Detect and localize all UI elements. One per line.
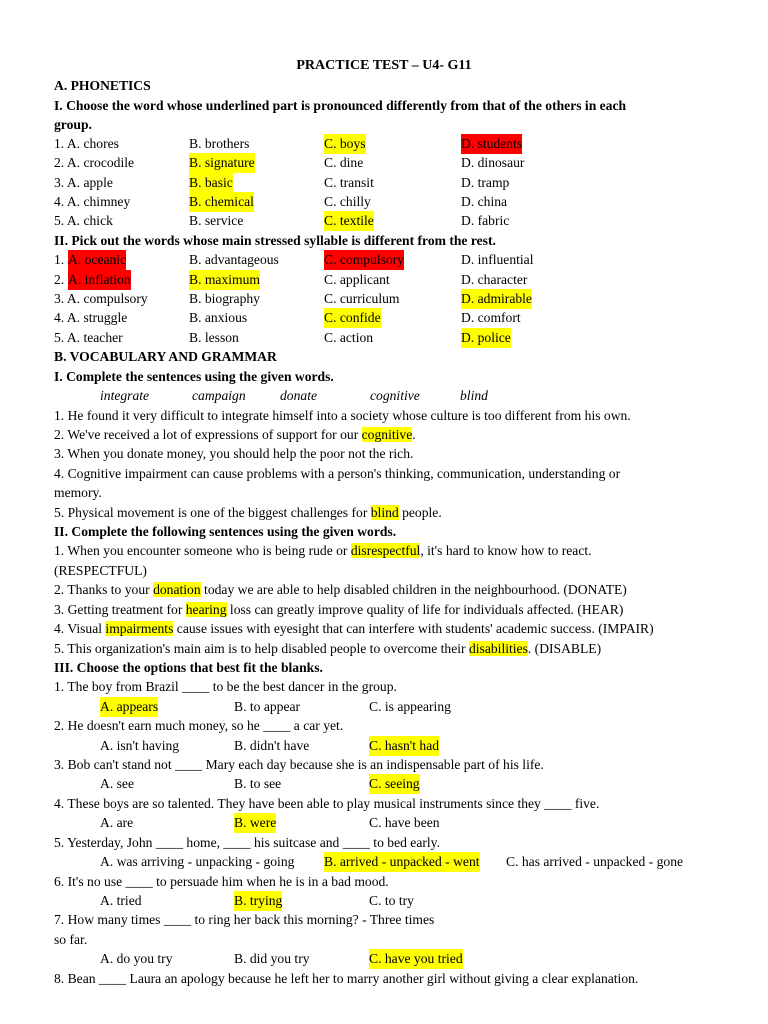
grammar-q7-stem-cont: so far. xyxy=(54,932,88,947)
stress-q3-row xyxy=(54,289,728,309)
sentence-text: 2. Thanks to your xyxy=(54,582,154,597)
option-d-answer: D. police xyxy=(461,328,511,348)
option-d: D. china xyxy=(461,194,508,209)
option-d: D. tramp xyxy=(461,175,510,190)
option-a: A. see xyxy=(100,776,134,791)
vocab-s4-cont: memory. xyxy=(54,485,102,500)
option-a-marked: A. oceanic xyxy=(68,250,126,270)
option-b: B. advantageous xyxy=(189,252,279,267)
word-bank-item: cognitive xyxy=(370,388,420,403)
option-a: 1. A. chores xyxy=(54,136,119,151)
option-c-answer: C. seeing xyxy=(369,774,420,794)
option-a: 5. A. chick xyxy=(54,213,113,228)
option-c-answer: C. confide xyxy=(324,308,381,328)
option-d: D. influential xyxy=(461,252,534,267)
grammar-q1-options xyxy=(54,697,728,717)
option-c: C. dine xyxy=(324,155,364,170)
grammar-q3-options xyxy=(54,774,728,794)
answer-highlight: donation xyxy=(153,582,201,597)
option-c: C. to try xyxy=(369,893,414,908)
option-b: B. brothers xyxy=(189,136,250,151)
sentence-text: , it's hard to know how to react. xyxy=(420,543,592,558)
option-d: D. character xyxy=(461,272,528,287)
section-b-heading: B. VOCABULARY AND GRAMMAR xyxy=(54,349,277,364)
page-title: PRACTICE TEST – U4- G11 xyxy=(296,58,472,73)
word-bank xyxy=(54,386,728,406)
option-c: C. chilly xyxy=(324,194,371,209)
phonetics-part2-instruction: II. Pick out the words whose main stressed syllable is different from the rest. xyxy=(54,233,496,248)
option-a-answer: A. appears xyxy=(100,697,158,717)
option-d: D. comfort xyxy=(461,310,521,325)
answer-highlight: hearing xyxy=(185,602,227,617)
phonetics-q1-row xyxy=(54,134,728,154)
sentence-text: 5. Physical movement is one of the biggest challenges for xyxy=(54,505,371,520)
option-c-answer: C. hasn't had xyxy=(369,736,439,756)
grammar-q2-stem: 2. He doesn't earn much money, so he ____ a car yet. xyxy=(54,718,344,733)
option-a: A. isn't having xyxy=(100,738,180,753)
option-d: D. fabric xyxy=(461,213,510,228)
option-b: B. to see xyxy=(234,776,282,791)
option-a: 3. A. apple xyxy=(54,175,113,190)
option-a: A. tried xyxy=(100,893,142,908)
vocab-part1-instruction: I. Complete the sentences using the given words. xyxy=(54,369,334,384)
option-b: B. biography xyxy=(189,291,260,306)
option-b-answer: B. maximum xyxy=(189,270,260,290)
phonetics-q4-row xyxy=(54,192,728,212)
option-a: 5. A. teacher xyxy=(54,330,123,345)
grammar-q7-stem: 7. How many times ____ to ring her back this morning? - Three times xyxy=(54,912,435,927)
option-b-answer: B. chemical xyxy=(189,192,254,212)
option-a: A. was arriving - unpacking - going xyxy=(100,854,295,869)
wordform-s4 xyxy=(54,619,728,639)
phonetics-q2-row xyxy=(54,153,728,173)
word-bank-item: campaign xyxy=(192,388,246,403)
phonetics-part1-instruction-cont: group. xyxy=(54,117,92,132)
answer-highlight: disrespectful xyxy=(350,543,421,558)
sentence-text: 4. Visual xyxy=(54,621,106,636)
sentence-text: 1. When you encounter someone who is being rude or xyxy=(54,543,351,558)
vocab-part2-instruction: II. Complete the following sentences using the given words. xyxy=(54,524,397,539)
sentence-text: . (DISABLE) xyxy=(527,641,602,656)
option-b: B. didn't have xyxy=(234,738,310,753)
grammar-q4-options xyxy=(54,813,728,833)
option-b: B. lesson xyxy=(189,330,239,345)
word-bank-item: donate xyxy=(280,388,317,403)
option-b-answer: B. were xyxy=(234,813,276,833)
answer-highlight: blind xyxy=(370,505,399,520)
grammar-q1-stem: 1. The boy from Brazil ____ to be the best dancer in the group. xyxy=(54,679,397,694)
sentence-text: 3. Getting treatment for xyxy=(54,602,186,617)
grammar-q3-stem: 3. Bob can't stand not ____ Mary each day because she is an indispensable part of his life. xyxy=(54,757,544,772)
section-a-heading: A. PHONETICS xyxy=(54,78,151,93)
option-d-answer: D. admirable xyxy=(461,289,532,309)
option-a: 2. A. crocodile xyxy=(54,155,135,170)
option-b-answer: B. signature xyxy=(189,153,255,173)
option-a: 4. A. chimney xyxy=(54,194,131,209)
vocab-s5 xyxy=(54,503,728,523)
sentence-text: 5. This organization's main aim is to help disabled people to overcome their xyxy=(54,641,469,656)
sentence-text: 2. We've received a lot of expressions of support for our xyxy=(54,427,362,442)
option-a: A. do you try xyxy=(100,951,173,966)
stress-q4-row xyxy=(54,308,728,328)
option-c: C. transit xyxy=(324,175,374,190)
option-b-answer: B. basic xyxy=(189,173,233,193)
stress-q5-row xyxy=(54,328,728,348)
grammar-q5-options xyxy=(54,852,728,872)
sentence-text: today we are able to help disabled children in the neighbourhood. (DONATE) xyxy=(200,582,627,597)
wordform-s5 xyxy=(54,639,728,659)
vocab-s3: 3. When you donate money, you should help the poor not the rich. xyxy=(54,446,414,461)
sentence-text: cause issues with eyesight that can interfere with students' academic success. (IMPAIR) xyxy=(173,621,654,636)
vocab-s4: 4. Cognitive impairment can cause problems with a person's thinking, communication, understanding or xyxy=(54,466,621,481)
option-c-answer: C. boys xyxy=(324,134,366,154)
grammar-q6-options xyxy=(54,891,728,911)
option-a-marked: A. inflation xyxy=(68,270,131,290)
option-b-answer: B. trying xyxy=(234,891,282,911)
vocab-s1: 1. He found it very difficult to integrate himself into a society whose culture is too different from his own. xyxy=(54,408,631,423)
option-b: B. service xyxy=(189,213,244,228)
grammar-part3-instruction: III. Choose the options that best fit the blanks. xyxy=(54,660,323,675)
question-number: 2. xyxy=(54,272,65,287)
phonetics-part1-instruction: I. Choose the word whose underlined part is pronounced differently from that of the others in each xyxy=(54,98,627,113)
option-c: C. is appearing xyxy=(369,699,451,714)
grammar-q5-stem: 5. Yesterday, John ____ home, ____ his suitcase and ____ to bed early. xyxy=(54,835,440,850)
grammar-q8-stem: 8. Bean ____ Laura an apology because he left her to marry another girl without giving a clear explanation. xyxy=(54,971,639,986)
option-b: B. did you try xyxy=(234,951,310,966)
vocab-s2 xyxy=(54,425,728,445)
option-c: C. has arrived - unpacked - gone xyxy=(506,854,684,869)
option-a: A. are xyxy=(100,815,134,830)
option-c: C. action xyxy=(324,330,374,345)
wordform-s3 xyxy=(54,600,728,620)
answer-highlight: cognitive xyxy=(361,427,413,442)
answer-highlight: impairments xyxy=(105,621,174,636)
option-a: 3. A. compulsory xyxy=(54,291,148,306)
option-b: B. anxious xyxy=(189,310,248,325)
stress-q1-row xyxy=(54,250,728,270)
wordform-s2 xyxy=(54,580,728,600)
sentence-text: . xyxy=(412,427,416,442)
stress-q2-row xyxy=(54,270,728,290)
sentence-text: people. xyxy=(398,505,442,520)
option-a: 4. A. struggle xyxy=(54,310,128,325)
option-c: C. curriculum xyxy=(324,291,400,306)
option-d: D. dinosaur xyxy=(461,155,525,170)
option-c-answer: C. have you tried xyxy=(369,949,463,969)
grammar-q7-options xyxy=(54,949,728,969)
option-c-answer: C. textile xyxy=(324,211,374,231)
wordform-s1 xyxy=(54,541,728,561)
option-b-answer: B. arrived - unpacked - went xyxy=(324,852,480,872)
grammar-q6-stem: 6. It's no use ____ to persuade him when he is in a bad mood. xyxy=(54,874,389,889)
answer-highlight: disabilities xyxy=(468,641,528,656)
phonetics-q5-row xyxy=(54,211,728,231)
option-c-marked: C. compulsory xyxy=(324,250,404,270)
option-c: C. applicant xyxy=(324,272,390,287)
word-bank-item: blind xyxy=(460,388,488,403)
option-b: B. to appear xyxy=(234,699,301,714)
grammar-q2-options xyxy=(54,736,728,756)
wordform-s1-cont: (RESPECTFUL) xyxy=(54,563,147,578)
word-bank-item: integrate xyxy=(100,388,150,403)
option-c: C. have been xyxy=(369,815,440,830)
option-d-marked: D. students xyxy=(461,134,522,154)
sentence-text: loss can greatly improve quality of life for individuals affected. (HEAR) xyxy=(226,602,624,617)
question-number: 1. xyxy=(54,252,65,267)
phonetics-q3-row xyxy=(54,173,728,193)
grammar-q4-stem: 4. These boys are so talented. They have been able to play musical instruments since they ____ five. xyxy=(54,796,600,811)
